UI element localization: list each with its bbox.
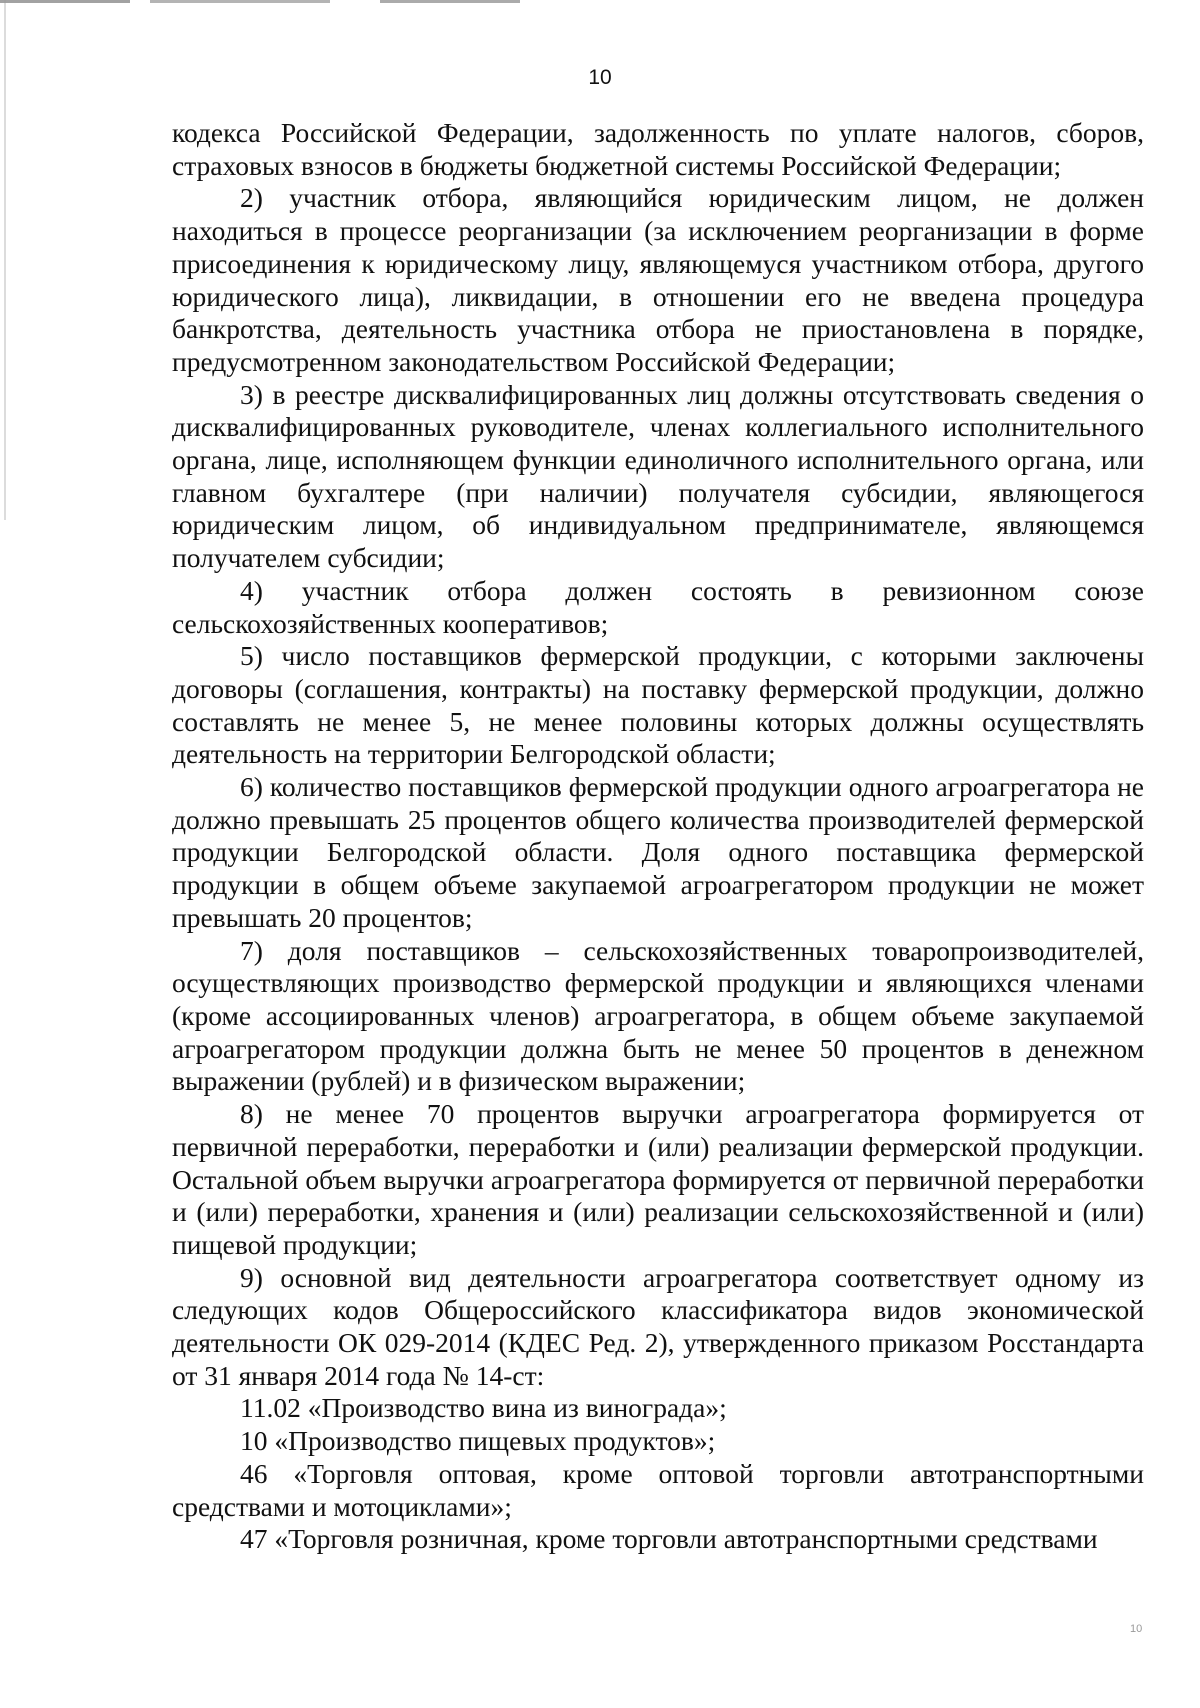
scan-edge-top (0, 0, 700, 3)
okved-code-10: 10 «Производство пищевых продуктов»; (240, 1425, 716, 1457)
okved-code-47: 47 «Торговля розничная, кроме торговли автотранспортными средствами (240, 1523, 1098, 1555)
okved-code-11-02: 11.02 «Производство вина из винограда»; (240, 1392, 727, 1424)
document-body (172, 117, 1144, 1556)
scan-corner-mark: 10 (1130, 1623, 1143, 1635)
paragraph-item-9: 9) основной вид деятельности агроагрегатора соответствует одному из следующих кодов Общероссийского классификатора видов экономической деятельности ОК 029-2014 (КДЕС Ред. 2), утвержденного приказом Росстандарта от 31 января 2014 года № 14-ст: (172, 1261, 1144, 1391)
paragraph-item-5: 5) число поставщиков фермерской продукции, с которыми заключены договоры (соглашения, контракты) на поставку фермерской продукции, должно составлять не менее 5, не менее половины которых должны осуществлять деятельность на территории Белгородской области; (172, 640, 1144, 770)
okved-code-46: 46 «Торговля оптовая, кроме оптовой торговли автотранспортными средствами и мотоциклами»; (172, 1457, 1144, 1522)
page-number: 10 (588, 66, 612, 89)
paragraph-item-2: 2) участник отбора, являющийся юридическим лицом, не должен находиться в процессе реорганизации (за исключением реорганизации в форме присоединения к юридическому лицу, являющемуся участником отбора, другого юридического лица), ликвидации, в отношении его не введена процедура банкротства, деятельность участника отбора не приостановлена в порядке, предусмотренном законодательством Российской Федерации; (172, 182, 1144, 377)
paragraph-item-4: 4) участник отбора должен состоять в ревизионном союзе сельскохозяйственных кооперативов; (172, 574, 1144, 639)
paragraph-item-3: 3) в реестре дисквалифицированных лиц должны отсутствовать сведения о дисквалифицированных руководителе, членах коллегиального исполнительного органа, лице, исполняющем функции единоличного исполнительного органа, или главном бухгалтере (при наличии) получателя субсидии, являющегося юридическим лицом, об индивидуальном предпринимателе, являющемся получателем субсидии; (172, 378, 1144, 574)
paragraph-1-continuation: кодекса Российской Федерации, задолженность по уплате налогов, сборов, страховых взносов в бюджеты бюджетной системы Российской Федерации; (172, 117, 1144, 181)
paragraph-item-7: 7) доля поставщиков – сельскохозяйственных товаропроизводителей, осуществляющих производство фермерской продукции и являющихся членами (кроме ассоциированных членов) агроагрегатора, в общем объеме закупаемой агроагрегатором продукции должна быть не менее 50 процентов в денежном выражении (рублей) и в физическом выражении; (172, 934, 1144, 1097)
paragraph-item-8: 8) не менее 70 процентов выручки агроагрегатора формируется от первичной переработки, переработки и (или) реализации фермерской продукции. Остальной объем выручки агроагрегатора формируется от первичной переработки и (или) переработки, хранения и (или) реализации сельскохозяйственной и (или) пищевой продукции; (172, 1098, 1144, 1260)
paragraph-item-6: 6) количество поставщиков фермерской продукции одного агроагрегатора не должно превышать 25 процентов общего количества производителей фермерской продукции Белгородской области. Доля одного поставщика фермерской продукции в общем объеме закупаемой агроагрегатором продукции не может превышать 20 процентов; (172, 771, 1144, 933)
